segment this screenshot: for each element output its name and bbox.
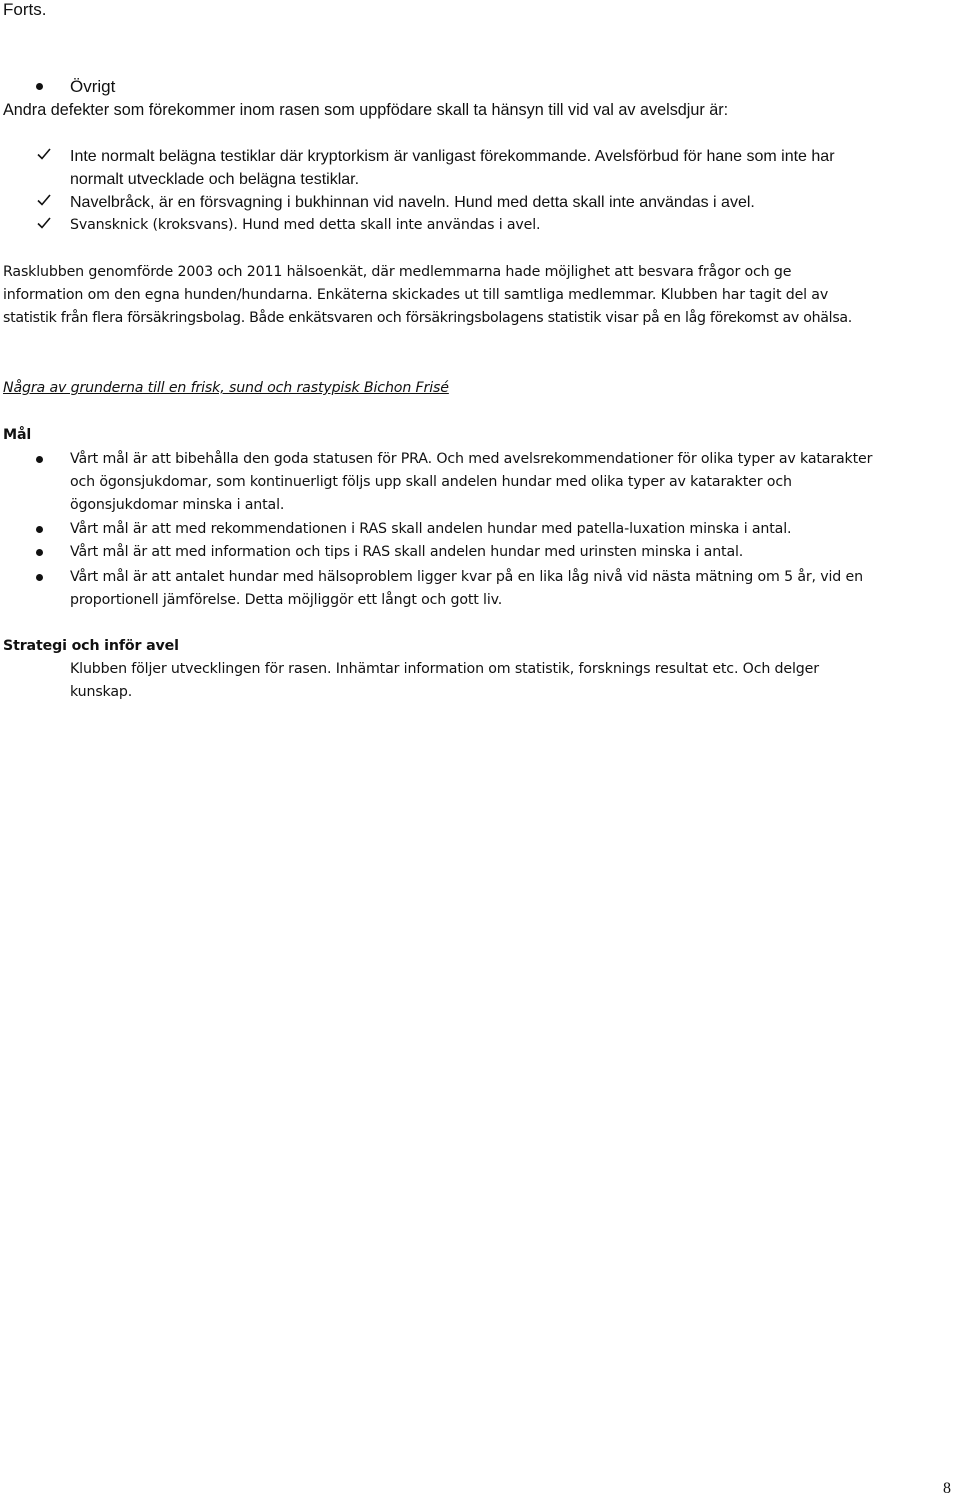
check-icon xyxy=(37,193,51,207)
ovrigt-intro: Andra defekter som förekommer inom rasen som uppfödare skall ta hänsyn till vid val av avelsdjur är: xyxy=(3,101,729,119)
survey-line-1: Rasklubben genomförde 2003 och 2011 hälsoenkät, där medlemmarna hade möjlighet att besvara frågor och ge xyxy=(3,264,792,280)
goal-4-line-1: Vårt mål är att antalet hundar med hälsoproblem ligger kvar på en lika låg nivå vid nästa mätning om 5 år, vid en xyxy=(70,569,863,585)
checklist-item-1-line-1: Inte normalt belägna testiklar där kryptorkism är vanligast förekommande. Avelsförbud för hane som inte har xyxy=(70,148,835,165)
page-number: 8 xyxy=(943,1480,951,1497)
continued-label: Forts. xyxy=(3,0,47,19)
bullet-icon xyxy=(36,526,43,533)
check-icon xyxy=(37,216,51,230)
goal-3: Vårt mål är att med information och tips i RAS skall andelen hundar med urinsten minska i antal. xyxy=(70,544,744,560)
bullet-icon xyxy=(36,574,43,581)
goal-1-line-1: Vårt mål är att bibehålla den goda statusen för PRA. Och med avelsrekommendationer för olika typer av katarakter xyxy=(70,451,873,467)
bullet-icon xyxy=(36,549,43,556)
goal-2: Vårt mål är att med rekommendationen i RAS skall andelen hundar med patella-luxation minska i antal. xyxy=(70,521,792,537)
checklist-item-1-line-2: normalt utvecklade och belägna testiklar. xyxy=(70,171,360,188)
checklist-item-3: Svansknick (kroksvans). Hund med detta skall inte användas i avel. xyxy=(70,217,541,233)
goal-1-line-3: ögonsjukdomar minska i antal. xyxy=(70,497,285,513)
goal-1-line-2: och ögonsjukdomar, som kontinuerligt följs upp skall andelen hundar med olika typer av katarakter och xyxy=(70,474,792,490)
strategy-heading: Strategi och inför avel xyxy=(3,638,179,654)
survey-line-3: statistik från flera försäkringsbolag. Både enkätsvaren och försäkringsbolagens statistik visar på en låg förekomst av ohälsa. xyxy=(3,310,853,326)
check-icon xyxy=(37,147,51,161)
strategy-line-1: Klubben följer utvecklingen för rasen. Inhämtar information om statistik, forsknings resultat etc. Och delger xyxy=(70,661,819,677)
goals-heading: Mål xyxy=(3,427,32,443)
strategy-line-2: kunskap. xyxy=(70,684,133,700)
principles-heading: Några av grunderna till en frisk, sund och rastypisk Bichon Frisé xyxy=(3,380,449,396)
goal-4-line-2: proportionell jämförelse. Detta möjliggör ett långt och gott liv. xyxy=(70,592,503,608)
bullet-icon xyxy=(36,456,43,463)
checklist-item-2: Navelbråck, är en försvagning i bukhinnan vid naveln. Hund med detta skall inte användas i avel. xyxy=(70,194,755,211)
survey-line-2: information om den egna hunden/hundarna. Enkäterna skickades ut till samtliga medlemmar. Klubben har tagit del av xyxy=(3,287,829,303)
bullet-icon xyxy=(36,83,43,90)
ovrigt-heading: Övrigt xyxy=(70,77,116,96)
